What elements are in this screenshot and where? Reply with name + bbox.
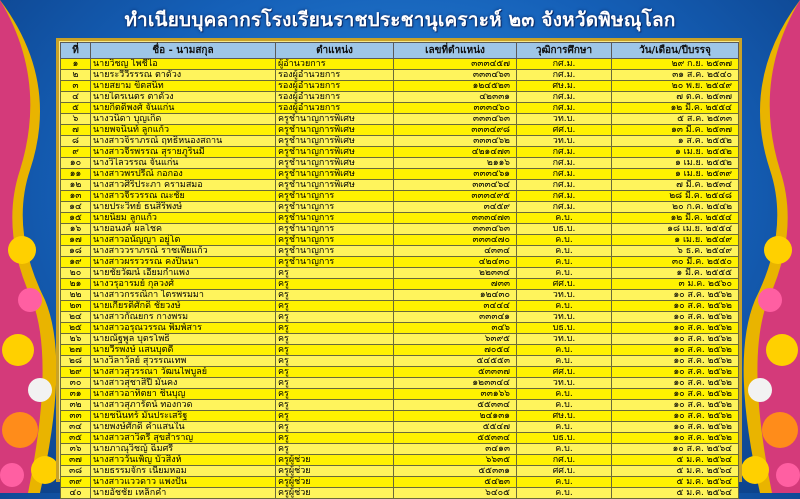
cell-education: วท.บ. — [517, 114, 612, 125]
cell-no: ๒๒ — [61, 290, 91, 301]
cell-no: ๑๐ — [61, 158, 91, 169]
table-row — [61, 389, 739, 400]
cell-education: กศ.ม. — [517, 180, 612, 191]
cell-start-date: ๑๓ มี.ค. ๒๕๓๗ — [612, 125, 739, 136]
cell-position: ครู — [276, 345, 394, 356]
cell-position: ครู — [276, 422, 394, 433]
cell-start-date: ๑ มี.ค. ๒๕๕๕ — [612, 268, 739, 279]
cell-no: ๔ — [61, 92, 91, 103]
cell-no: ๒๗ — [61, 345, 91, 356]
cell-start-date: ๗ ต.ค. ๒๕๓๗ — [612, 92, 739, 103]
cell-name: นายสยาม ขิตสนิท — [91, 81, 276, 92]
cell-education: ค.บ. — [517, 488, 612, 499]
cell-position: ครูชำนาญการพิเศษ — [276, 169, 394, 180]
cell-start-date: ๑๐ ส.ค. ๒๕๖๒ — [612, 389, 739, 400]
cell-no: ๖ — [61, 114, 91, 125]
cell-start-date: ๑๐ ส.ค. ๒๕๖๒ — [612, 422, 739, 433]
cell-name: นางสาวสาวิตรี สุขสำราญ — [91, 433, 276, 444]
cell-name: นายเกียรติศักดิ์ ชัยวงษ์ — [91, 301, 276, 312]
cell-position-number: ๓๓๓๔๗๓ — [394, 213, 517, 224]
cell-no: ๒๔ — [61, 312, 91, 323]
cell-name: นายไตรเนตร ตาดั้วง — [91, 92, 276, 103]
table-row — [61, 279, 739, 290]
cell-name: นายณัฐพูล บุตรโพธิ์ — [91, 334, 276, 345]
cell-no: ๓๔ — [61, 422, 91, 433]
cell-no: ๓๐ — [61, 378, 91, 389]
cell-position: ครูผู้ช่วย — [276, 477, 394, 488]
cell-no: ๕ — [61, 103, 91, 114]
cell-name: นางสาวพรปรีณ์ กอกอง — [91, 169, 276, 180]
cell-no: ๓๙ — [61, 477, 91, 488]
cell-name: นางสาวสุชาสิปี มั่นคง — [91, 378, 276, 389]
cell-name: นายวิชญ ไพชีไอ — [91, 59, 276, 70]
cell-no: ๘ — [61, 136, 91, 147]
table-row — [61, 257, 739, 268]
cell-position-number: ๖๔๐๕ — [394, 488, 517, 499]
cell-position: ครู — [276, 334, 394, 345]
cell-no: ๑๖ — [61, 224, 91, 235]
cell-education: บธ.บ. — [517, 433, 612, 444]
cell-position-number: ๓๓๓๔๖๒ — [394, 136, 517, 147]
cell-position-number: ๓๓๓๔๗๐ — [394, 235, 517, 246]
cell-position: รองผู้อำนวยการ — [276, 103, 394, 114]
cell-start-date: ๑๐ ส.ค. ๒๕๖๒ — [612, 345, 739, 356]
cell-no: ๑๒ — [61, 180, 91, 191]
cell-no: ๓๓ — [61, 411, 91, 422]
cell-position-number: ๓๓๓๔๖๑ — [394, 169, 517, 180]
table-row — [61, 367, 739, 378]
cell-no: ๓๘ — [61, 466, 91, 477]
table-row — [61, 312, 739, 323]
cell-education: กศ.ม. — [517, 70, 612, 81]
cell-position: ครูชำนาญการ — [276, 257, 394, 268]
cell-start-date: ๑ เม.ย. ๒๕๓๙ — [612, 169, 739, 180]
cell-name: นางสาวจีรพรรณ สุรายภูรินมี — [91, 147, 276, 158]
cell-name: นางสาวแววดาว แพงปัน — [91, 477, 276, 488]
cell-position: รองผู้อำนวยการ — [276, 81, 394, 92]
table-row — [61, 235, 739, 246]
cell-start-date: ๑ ส.ค. ๒๕๕๒ — [612, 136, 739, 147]
cell-name: นายชนินทร์ มั่นประเสริฐ — [91, 411, 276, 422]
table-row — [61, 290, 739, 301]
cell-education: ค.บ. — [517, 422, 612, 433]
table-row — [61, 114, 739, 125]
header-name: ชื่อ - นามสกุล — [91, 43, 276, 59]
cell-education: ค.บ. — [517, 356, 612, 367]
cell-no: ๓๖ — [61, 444, 91, 455]
header-position-number: เลขที่ตำแหน่ง — [394, 43, 517, 59]
cell-position-number: ๓๓๓๔๙๕ — [394, 191, 517, 202]
cell-name: นางวิลาวัลย์ สุวรรณเทพ — [91, 356, 276, 367]
cell-no: ๒๑ — [61, 279, 91, 290]
table-row — [61, 246, 739, 257]
table-row — [61, 455, 739, 466]
cell-start-date: ๒๘ มี.ค. ๒๕๔๘ — [612, 191, 739, 202]
cell-name: นายประวิทย์ ธนสิริพงษ์ — [91, 202, 276, 213]
cell-name: นางวนิดา บุญเกิด — [91, 114, 276, 125]
cell-position-number: ๒๒๓๓๔ — [394, 268, 517, 279]
header-no: ที่ — [61, 43, 91, 59]
cell-start-date: ๑๒ มี.ค. ๒๕๕๔ — [612, 213, 739, 224]
cell-no: ๔๐ — [61, 488, 91, 499]
cell-name: นางสาวผรรวรรณ คงปินนา — [91, 257, 276, 268]
cell-position: ครู — [276, 411, 394, 422]
cell-no: ๓๑ — [61, 389, 91, 400]
table-row — [61, 477, 739, 488]
cell-position: ครูผู้ช่วย — [276, 466, 394, 477]
cell-name: นายนิยม ลูกแก้ว — [91, 213, 276, 224]
cell-position-number: ๓๔๔๔ — [394, 301, 517, 312]
cell-position: ครู — [276, 312, 394, 323]
cell-no: ๒๙ — [61, 367, 91, 378]
cell-position: ครูชำนาญการ — [276, 235, 394, 246]
cell-start-date: ๒๐ ก.ค. ๒๕๔๒ — [612, 202, 739, 213]
cell-position-number: ๕๕๓๓๑ — [394, 466, 517, 477]
cell-no: ๓๗ — [61, 455, 91, 466]
cell-name: นายกิตติพงศ์ จันแก่น — [91, 103, 276, 114]
header-position: ตำแหน่ง — [276, 43, 394, 59]
cell-start-date: ๒๙ ก.ย. ๒๕๓๗ — [612, 59, 739, 70]
cell-no: ๑ — [61, 59, 91, 70]
cell-position-number: ๒๔๑๓๑ — [394, 411, 517, 422]
cell-position-number: ๔๒๓๓๑ — [394, 92, 517, 103]
table-body — [61, 59, 739, 499]
cell-position-number: ๑๒๓๓๔๔ — [394, 378, 517, 389]
cell-position: ครู — [276, 378, 394, 389]
cell-start-date: ๓ ม.ค. ๒๕๖๐ — [612, 279, 739, 290]
cell-position: ครูผู้ช่วย — [276, 488, 394, 499]
cell-education: ค.บ. — [517, 389, 612, 400]
cell-education: วท.บ. — [517, 312, 612, 323]
cell-position-number: ๗๐๕๔ — [394, 345, 517, 356]
table-row — [61, 81, 739, 92]
cell-position: ครูชำนาญการ — [276, 246, 394, 257]
cell-position-number: ๓๔๑๓ — [394, 444, 517, 455]
cell-no: ๓๕ — [61, 433, 91, 444]
cell-name: นางสาวอาทิตยา ชินบุญ — [91, 389, 276, 400]
cell-name: นางสาวจีรวรรณ ณะชัย — [91, 191, 276, 202]
cell-no: ๒ — [61, 70, 91, 81]
cell-name: นายภาณุวิชญ์ ฉิมศรี — [91, 444, 276, 455]
cell-position: ครู — [276, 389, 394, 400]
cell-position: รองผู้อำนวยการ — [276, 92, 394, 103]
cell-start-date: ๑ เม.ย. ๒๕๔๙ — [612, 235, 739, 246]
cell-name: นายวีรพงษ์ แสนบุตดี — [91, 345, 276, 356]
cell-start-date: ๗ มี.ค. ๒๕๓๔ — [612, 180, 739, 191]
table-row — [61, 70, 739, 81]
cell-no: ๑๓ — [61, 191, 91, 202]
title-bar — [66, 2, 734, 38]
cell-position-number: ๑๒๔๓๐ — [394, 290, 517, 301]
cell-position-number: ๕๕๓๓๔ — [394, 433, 517, 444]
header-start-date: วัน/เดือน/ปีบรรจุ — [612, 43, 739, 59]
cell-education: ค.บ. — [517, 301, 612, 312]
cell-position-number: ๔๒๔๓๐ — [394, 257, 517, 268]
table-row — [61, 356, 739, 367]
cell-education: วท.บ. — [517, 290, 612, 301]
cell-position-number: ๓๓๓๔๕๗ — [394, 59, 517, 70]
cell-start-date: ๑๒ มี.ค. ๒๕๕๔ — [612, 103, 739, 114]
cell-position: ครู — [276, 444, 394, 455]
cell-position: ครูชำนาญการพิเศษ — [276, 180, 394, 191]
cell-position: ครูชำนาญการ — [276, 213, 394, 224]
header-education: วุฒิการศึกษา — [517, 43, 612, 59]
table-row — [61, 213, 739, 224]
cell-name: นางสาววราภรณ์ ราชเพียแก้ว — [91, 246, 276, 257]
cell-start-date: ๑๐ ส.ค. ๒๕๖๒ — [612, 301, 739, 312]
cell-position-number: ๕๔๒๓ — [394, 477, 517, 488]
cell-start-date: ๕ ม.ค. ๒๕๖๔ — [612, 455, 739, 466]
cell-name: นางสาวอรุณวรรณ พิมพ์สาร — [91, 323, 276, 334]
table-row — [61, 268, 739, 279]
cell-education: กศ.ม. — [517, 103, 612, 114]
table-row — [61, 125, 739, 136]
cell-no: ๓๒ — [61, 400, 91, 411]
cell-position-number: ๓๔๖ — [394, 323, 517, 334]
cell-start-date: ๑๐ ส.ค. ๒๕๖๒ — [612, 290, 739, 301]
cell-position: ครูชำนาญการ — [276, 202, 394, 213]
cell-education: กศ.ม. — [517, 147, 612, 158]
cell-education: วท.บ. — [517, 378, 612, 389]
cell-start-date: ๕ ม.ค. ๒๕๖๔ — [612, 466, 739, 477]
table-row — [61, 92, 739, 103]
cell-position-number: ๓๓๓๔๖๔ — [394, 180, 517, 191]
cell-no: ๒๓ — [61, 301, 91, 312]
cell-name: นายชัยวัฒน์ เอี่ยมกำแพง — [91, 268, 276, 279]
cell-education: วท.บ. — [517, 136, 612, 147]
cell-name: นายพงษ์ศักดิ์ คำแสนใน — [91, 422, 276, 433]
cell-position-number: ๑๒๔๕๒๓ — [394, 81, 517, 92]
cell-position-number: ๓๔๕๙ — [394, 202, 517, 213]
cell-name: นางสาวอนัญญา อยู่โต — [91, 235, 276, 246]
table-row — [61, 345, 739, 356]
cell-start-date: ๑ เม.ย. ๒๕๕๒ — [612, 158, 739, 169]
cell-position-number: ๓๓๓๔๖๐ — [394, 103, 517, 114]
cell-position-number: ๗๓๓ — [394, 279, 517, 290]
cell-education: กศ.ม. — [517, 158, 612, 169]
cell-start-date: ๒๐ พ.ย. ๒๕๔๙ — [612, 81, 739, 92]
cell-start-date: ๑๐ ส.ค. ๒๕๖๒ — [612, 334, 739, 345]
page-title: ทำเนียบบุคลากรโรงเรียนราชประชานุเคราะห์ ๒๓ จังหวัดพิษณุโลก — [124, 9, 676, 31]
cell-education: กศ.ม. — [517, 202, 612, 213]
cell-position-number: ๓๓๓๔๖๓ — [394, 70, 517, 81]
cell-education: กศ.ม. — [517, 59, 612, 70]
cell-start-date: ๑๐ ส.ค. ๒๕๖๔ — [612, 444, 739, 455]
cell-position: ครูผู้ช่วย — [276, 455, 394, 466]
cell-name: นายระวีวีรรรณ ตาดั้วง — [91, 70, 276, 81]
cell-education: บธ.บ. — [517, 224, 612, 235]
cell-position-number: ๔๒๑๔๗๓ — [394, 147, 517, 158]
cell-start-date: ๑๐ ส.ค. ๒๕๖๒ — [612, 411, 739, 422]
personnel-table — [60, 42, 739, 499]
cell-position-number: ๓๓๑๖๖ — [394, 389, 517, 400]
table-row — [61, 444, 739, 455]
cell-education: ค.บ. — [517, 235, 612, 246]
cell-education: ศษ.บ. — [517, 411, 612, 422]
cell-name: นางวรุอารมย์ กุลวงศ์ — [91, 279, 276, 290]
table-row — [61, 433, 739, 444]
table-row — [61, 224, 739, 235]
cell-position-number: ๖๖๓๕ — [394, 455, 517, 466]
cell-name: นายธรรมจักร เนียมหอม — [91, 466, 276, 477]
cell-position: ครู — [276, 400, 394, 411]
cell-position-number: ๒๑๑๖ — [394, 158, 517, 169]
cell-education: ค.บ. — [517, 345, 612, 356]
cell-position: ครูชำนาญการ — [276, 191, 394, 202]
cell-position: ครู — [276, 268, 394, 279]
cell-position: ครู — [276, 356, 394, 367]
cell-education: กศ.ม. — [517, 169, 612, 180]
table-row — [61, 301, 739, 312]
cell-position: ครูชำนาญการพิเศษ — [276, 136, 394, 147]
cell-start-date: ๓๐ มี.ค. ๒๕๕๐ — [612, 257, 739, 268]
cell-no: ๑๑ — [61, 169, 91, 180]
cell-no: ๒๕ — [61, 323, 91, 334]
cell-position: ครู — [276, 323, 394, 334]
cell-position: ครูชำนาญการ — [276, 224, 394, 235]
cell-name: นายอัชชัย เหล็กคำ — [91, 488, 276, 499]
cell-start-date: ๑๐ ส.ค. ๒๕๖๒ — [612, 356, 739, 367]
cell-education: ค.บ. — [517, 444, 612, 455]
table-row — [61, 103, 739, 114]
cell-education: ค.บ. — [517, 257, 612, 268]
table-row — [61, 334, 739, 345]
cell-start-date: ๕ ม.ค. ๒๕๖๔ — [612, 477, 739, 488]
cell-name: นางวิไลวรรณ จันแก่น — [91, 158, 276, 169]
table-row — [61, 169, 739, 180]
table-row — [61, 411, 739, 422]
table-row — [61, 191, 739, 202]
table-row — [61, 323, 739, 334]
table-header-row — [61, 43, 739, 59]
table-row — [61, 202, 739, 213]
cell-position: ครูชำนาญการพิเศษ — [276, 158, 394, 169]
table-row — [61, 136, 739, 147]
cell-position: ครูชำนาญการพิเศษ — [276, 147, 394, 158]
cell-position: ครู — [276, 290, 394, 301]
cell-start-date: ๕ ม.ค. ๒๕๖๔ — [612, 488, 739, 499]
cell-no: ๑๙ — [61, 257, 91, 268]
cell-position: รองผู้อำนวยการ — [276, 70, 394, 81]
cell-name: นางสาวสุวรรณา วัฒนไพบูลย์ — [91, 367, 276, 378]
cell-education: ศศ.บ. — [517, 367, 612, 378]
cell-education: กศ.ม. — [517, 92, 612, 103]
table-row — [61, 466, 739, 477]
cell-position-number: ๕๓๓๓๗ — [394, 367, 517, 378]
cell-position-number: ๓๓๓๔๙๘ — [394, 125, 517, 136]
cell-position-number: ๕๕๓๓๔ — [394, 400, 517, 411]
cell-position: ครูชำนาญการพิเศษ — [276, 114, 394, 125]
cell-no: ๒๘ — [61, 356, 91, 367]
cell-name: นางสาวศิริประภา ครามสมอ — [91, 180, 276, 191]
cell-start-date: ๑ เม.ย. ๒๕๕๒ — [612, 147, 739, 158]
cell-no: ๓ — [61, 81, 91, 92]
cell-education: กศ.ม. — [517, 191, 612, 202]
cell-start-date: ๕ ส.ค. ๒๕๓๓ — [612, 114, 739, 125]
cell-name: นางสาวกัณยกร กางพรม — [91, 312, 276, 323]
cell-no: ๗ — [61, 125, 91, 136]
table-row — [61, 180, 739, 191]
table-row — [61, 147, 739, 158]
cell-education: ศษ.ม. — [517, 81, 612, 92]
table-row — [61, 158, 739, 169]
cell-education: ศศ.บ. — [517, 279, 612, 290]
cell-education: ศศ.บ. — [517, 466, 612, 477]
cell-education: ค.บ. — [517, 213, 612, 224]
cell-education: ศศ.บ. — [517, 125, 612, 136]
cell-position: ครู — [276, 279, 394, 290]
cell-position-number: ๖๓๙๕ — [394, 334, 517, 345]
table-row — [61, 400, 739, 411]
cell-education: ค.บ. — [517, 477, 612, 488]
cell-no: ๒๖ — [61, 334, 91, 345]
cell-education: กศ.บ. — [517, 455, 612, 466]
cell-start-date: ๖ ธ.ค. ๒๕๔๙ — [612, 246, 739, 257]
cell-no: ๑๔ — [61, 202, 91, 213]
cell-name: นางสาวกรรณิกา ไตรพรมมา — [91, 290, 276, 301]
table-row — [61, 378, 739, 389]
cell-position: ครูชำนาญการพิเศษ — [276, 125, 394, 136]
cell-education: ค.บ. — [517, 246, 612, 257]
cell-position-number: ๓๓๓๔๖๓ — [394, 114, 517, 125]
table-row — [61, 488, 739, 499]
cell-no: ๑๕ — [61, 213, 91, 224]
cell-start-date: ๑๐ ส.ค. ๒๕๖๒ — [612, 400, 739, 411]
cell-position-number: ๕๕๔๗ — [394, 422, 517, 433]
cell-start-date: ๑๐ ส.ค. ๒๕๖๒ — [612, 367, 739, 378]
cell-start-date: ๑๐ ส.ค. ๒๕๖๒ — [612, 433, 739, 444]
cell-no: ๒๐ — [61, 268, 91, 279]
cell-name: นางสาวสุภารัตน์ ทองกวด — [91, 400, 276, 411]
cell-start-date: ๑๐ ส.ค. ๒๕๖๒ — [612, 378, 739, 389]
cell-position-number: ๓๓๓๔๑ — [394, 312, 517, 323]
cell-no: ๑๗ — [61, 235, 91, 246]
cell-start-date: ๑๐ ส.ค. ๒๕๖๒ — [612, 323, 739, 334]
cell-name: นางสาววันเพ็ญ บัวสิงห์ — [91, 455, 276, 466]
cell-position: ผู้อำนวยการ — [276, 59, 394, 70]
cell-position: ครู — [276, 301, 394, 312]
cell-education: วท.บ. — [517, 334, 612, 345]
cell-start-date: ๑๘ เม.ย. ๒๕๕๔ — [612, 224, 739, 235]
cell-education: ค.บ. — [517, 400, 612, 411]
table-row — [61, 59, 739, 70]
cell-start-date: ๑๐ ส.ค. ๒๕๖๒ — [612, 312, 739, 323]
cell-start-date: ๓๑ ส.ค. ๒๕๔๐ — [612, 70, 739, 81]
cell-position-number: ๕๔๕๕๓ — [394, 356, 517, 367]
table-row — [61, 422, 739, 433]
cell-education: บธ.บ. — [517, 323, 612, 334]
cell-name: นายอนงค์ ผลโชค — [91, 224, 276, 235]
cell-no: ๙ — [61, 147, 91, 158]
cell-no: ๑๘ — [61, 246, 91, 257]
cell-position-number: ๔๓๓๔ — [394, 246, 517, 257]
cell-name: นายพจนินท์ ลูกแก้ว — [91, 125, 276, 136]
cell-position: ครู — [276, 433, 394, 444]
cell-name: นางสาวจิราภรณ์ ฤทธิ์หนองสถาน — [91, 136, 276, 147]
cell-position-number: ๓๓๓๔๖๓ — [394, 224, 517, 235]
cell-education: ค.บ. — [517, 268, 612, 279]
cell-position: ครู — [276, 367, 394, 378]
